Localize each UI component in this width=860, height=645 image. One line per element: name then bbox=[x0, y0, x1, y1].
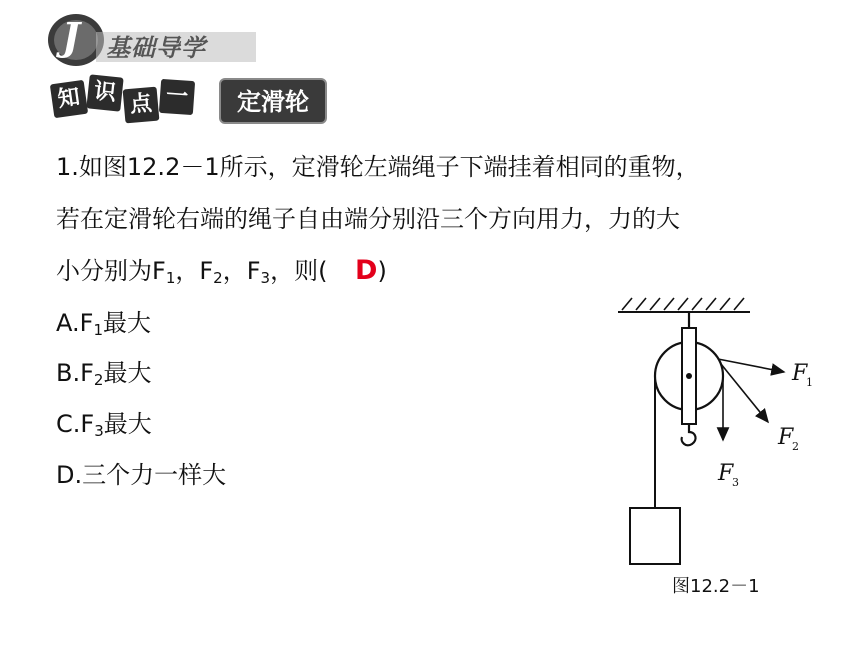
q3-text: ，F bbox=[175, 257, 214, 285]
q3-sub: 2 bbox=[213, 269, 223, 287]
option-sub: 2 bbox=[93, 371, 104, 389]
q3-sub: 1 bbox=[165, 269, 176, 287]
force-arrow bbox=[718, 359, 784, 372]
topic-title: 定滑轮 bbox=[219, 78, 327, 124]
force-arrow bbox=[721, 364, 768, 422]
knowledge-char: 识 bbox=[86, 74, 123, 111]
option-b bbox=[56, 358, 151, 395]
q3-sub: 3 bbox=[260, 269, 271, 287]
hook bbox=[682, 424, 696, 445]
option-text: 三个力一样大 bbox=[82, 461, 227, 489]
force-label-sub: 2 bbox=[792, 440, 799, 453]
force-label-sub: 3 bbox=[732, 476, 739, 489]
option-d bbox=[56, 460, 226, 490]
knowledge-char: 知 bbox=[50, 80, 88, 118]
force-label: F bbox=[778, 425, 794, 450]
force-label: F bbox=[792, 361, 808, 386]
option-text: 最大 bbox=[103, 359, 152, 387]
section-banner bbox=[44, 10, 264, 70]
q3-text: ，则( bbox=[270, 257, 328, 285]
option-prefix: D. bbox=[56, 461, 83, 489]
option-prefix: B.F bbox=[56, 359, 94, 387]
answer-text: D bbox=[355, 255, 378, 286]
q3-text: 小分别为F bbox=[56, 257, 166, 285]
force-label: F bbox=[718, 461, 734, 486]
ceiling-hatch bbox=[622, 298, 744, 310]
option-c bbox=[56, 409, 152, 446]
option-sub: 1 bbox=[93, 321, 103, 339]
q3-text: ，F bbox=[222, 257, 261, 285]
option-sub: 3 bbox=[94, 422, 104, 440]
question-line-1: 1.如图12.2－1所示，定滑轮左端绳子下端挂着相同的重物， bbox=[56, 153, 700, 181]
option-text: 最大 bbox=[102, 309, 151, 337]
option-a bbox=[56, 308, 151, 345]
q3-text: ) bbox=[377, 257, 387, 285]
question-line-3 bbox=[56, 256, 387, 293]
knowledge-char: 一 bbox=[159, 79, 195, 115]
figure-caption: 图12.2－1 bbox=[672, 576, 760, 597]
force-label-sub: 1 bbox=[806, 376, 813, 389]
section-title: 基础导学 bbox=[106, 34, 206, 62]
weight-block bbox=[630, 508, 680, 564]
option-prefix: C.F bbox=[56, 410, 95, 438]
pulley-diagram bbox=[600, 290, 840, 610]
banner-letter: J bbox=[62, 14, 80, 59]
option-prefix: A.F bbox=[56, 309, 94, 337]
knowledge-char: 点 bbox=[123, 87, 160, 124]
option-text: 最大 bbox=[103, 410, 152, 438]
pulley-figure bbox=[600, 290, 840, 610]
question-line-2: 若在定滑轮右端的绳子自由端分别沿三个方向用力，力的大 bbox=[56, 205, 680, 233]
